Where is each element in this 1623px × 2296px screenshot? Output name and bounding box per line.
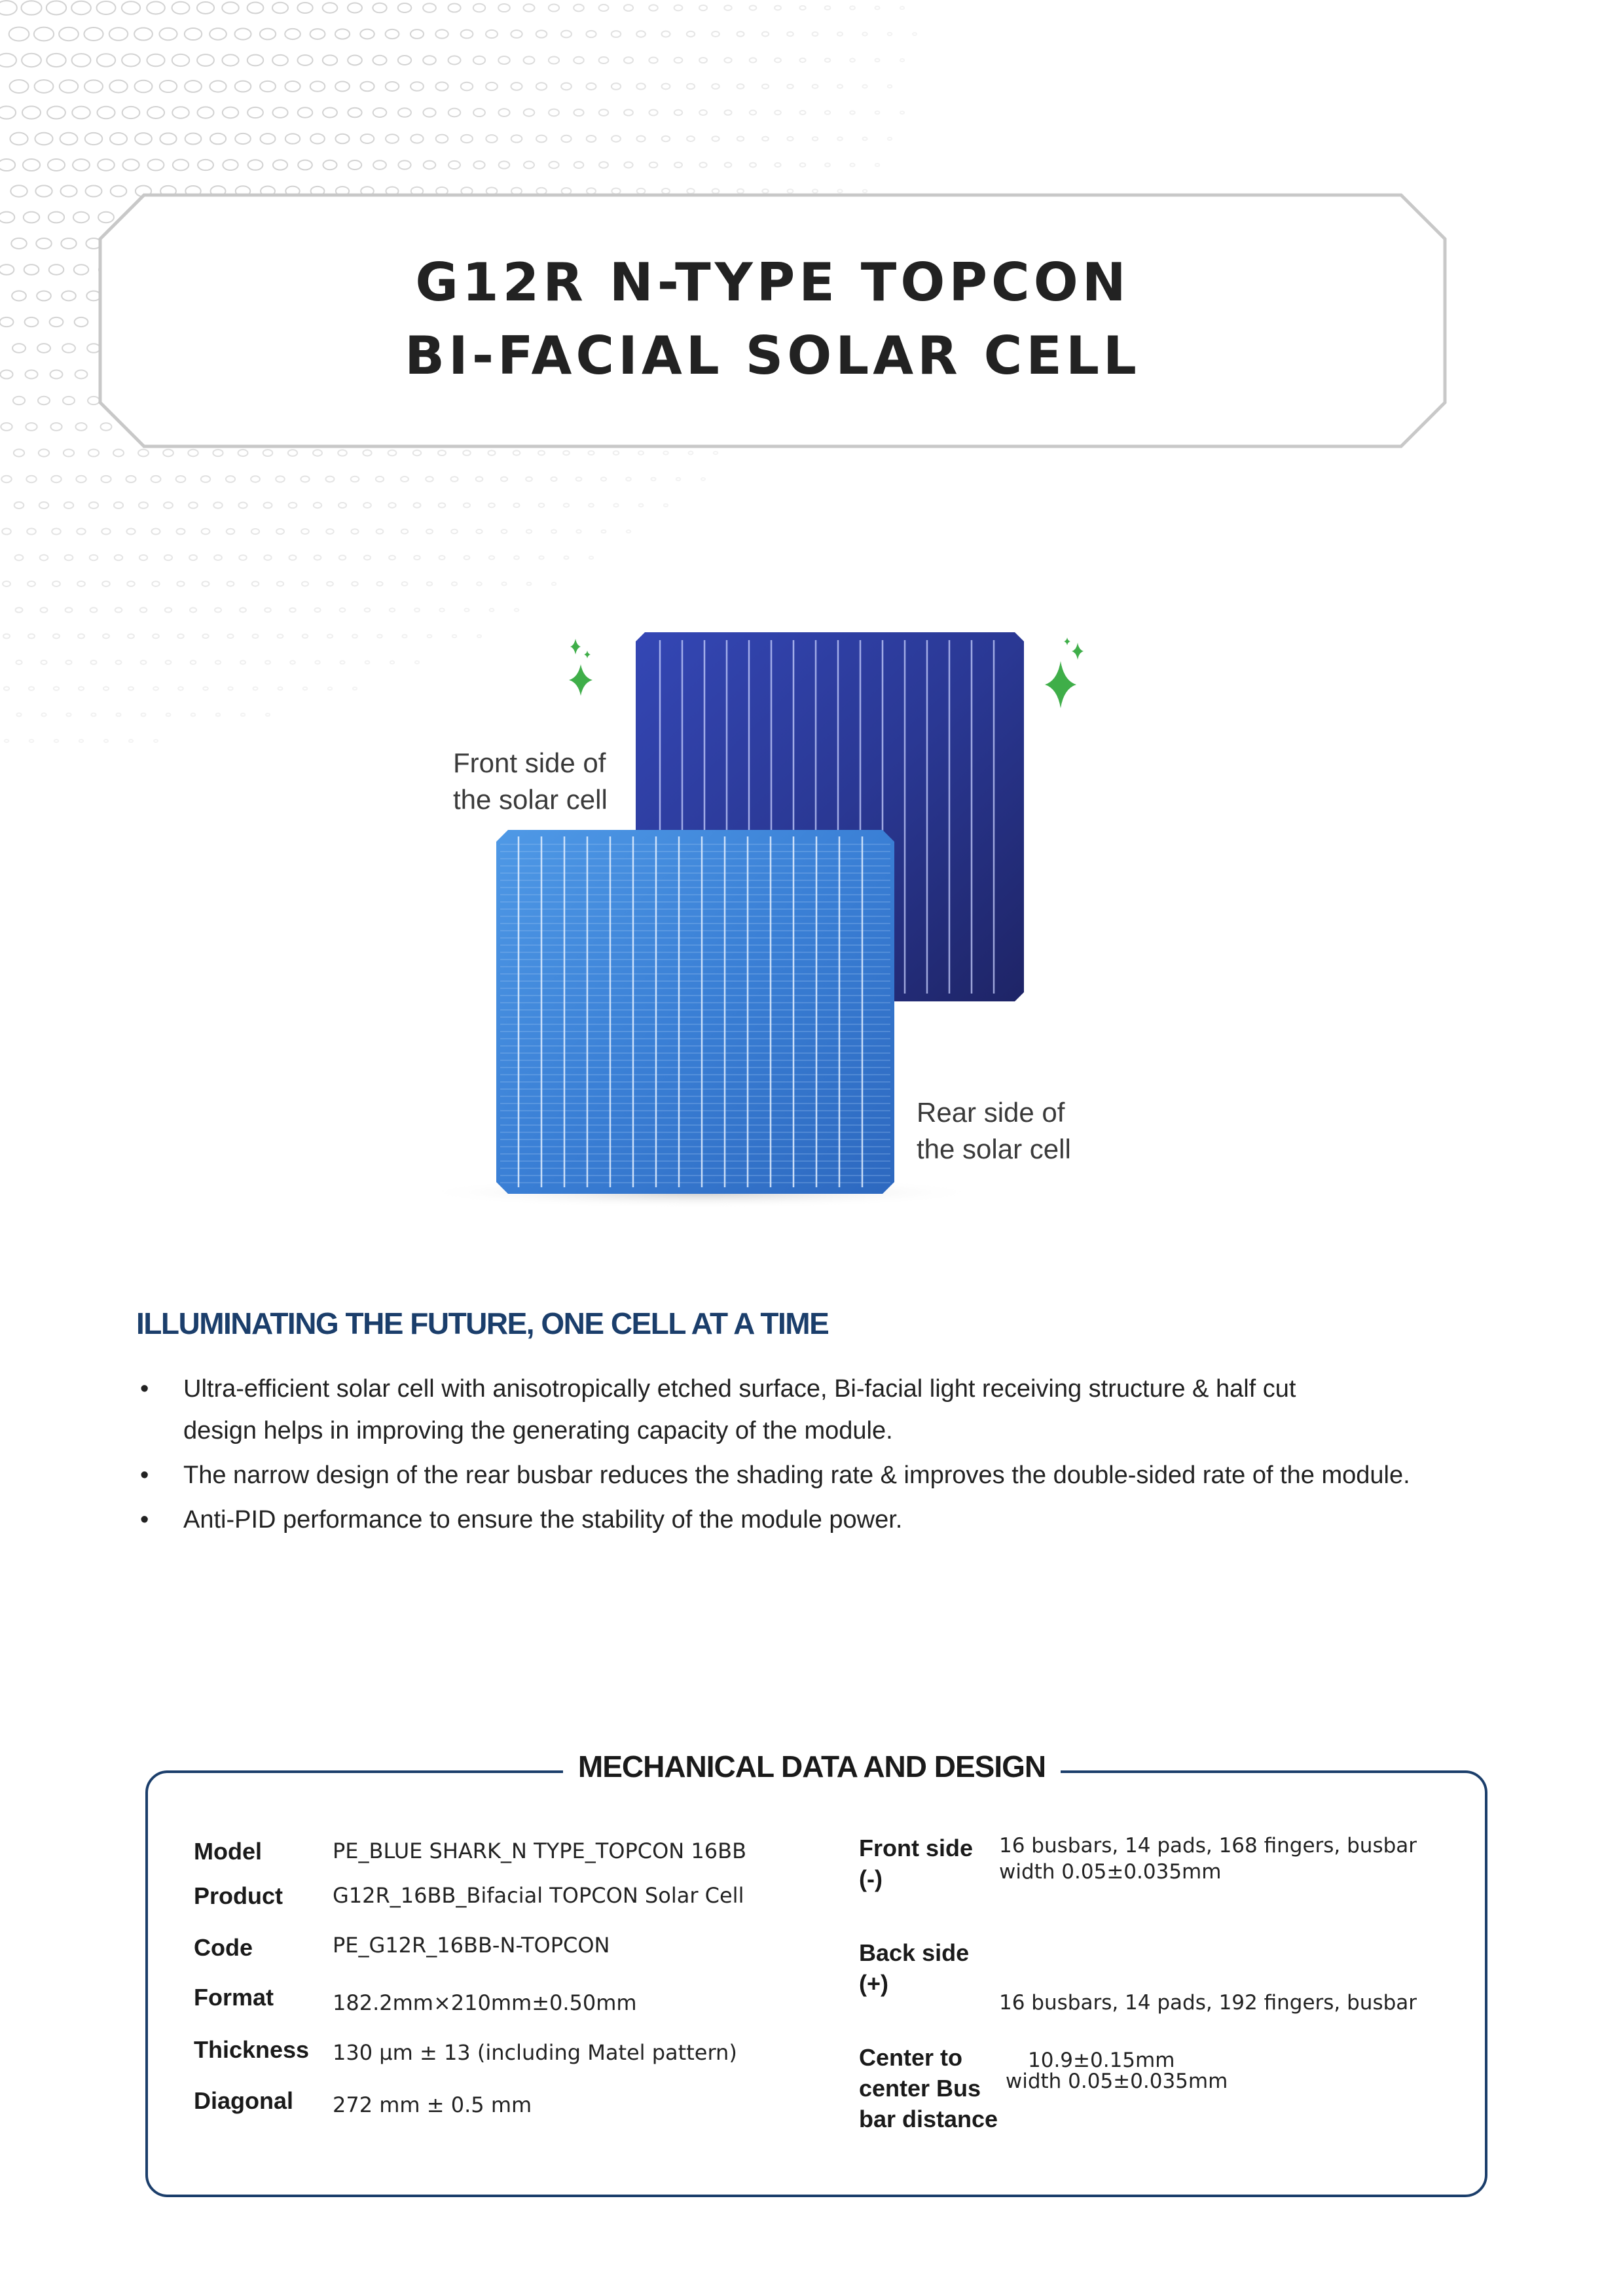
bullet-point: •	[140, 1462, 149, 1489]
spec-label-bus-bar-distance	[859, 2042, 998, 2134]
rear-side-label	[917, 1094, 1126, 1168]
spec-label-line: center Bus	[859, 2075, 981, 2102]
title-frame	[98, 193, 1447, 448]
spec-label-back-side	[859, 1937, 969, 1999]
spec-label-format: Format	[194, 1984, 274, 2011]
spec-value-line: width 0.05±0.035mm	[999, 2070, 1228, 2093]
rear-side-label-line-2: the solar cell	[917, 1134, 1071, 1164]
sparkle-left	[569, 639, 593, 696]
spec-label-thickness: Thickness	[194, 2036, 310, 2063]
rear-side-label-line-1: Rear side of	[917, 1097, 1065, 1128]
page-title-line-1: G12R N-TYPE TOPCON	[415, 252, 1130, 313]
spec-value-line: 16 busbars, 14 pads, 168 fingers, busbar	[999, 1834, 1417, 1857]
front-side-label-line-1: Front side of	[453, 747, 606, 778]
spec-label-line: bar distance	[859, 2106, 998, 2132]
features-heading: ILLUMINATING THE FUTURE, ONE CELL AT A TIME	[136, 1306, 829, 1340]
spec-label-line: (+)	[859, 1970, 888, 1997]
spec-label-diagonal: Diagonal	[194, 2087, 294, 2114]
spec-label-line: Back side	[859, 1939, 970, 1966]
feature-text-line: Ultra-efficient solar cell with anisotropically etched surface, Bi-facial light receiving structure & half cut	[183, 1375, 1296, 1403]
mechanical-data-heading: MECHANICAL DATA AND DESIGN	[563, 1749, 1061, 1784]
feature-text-line: Anti-PID performance to ensure the stability of the module power.	[183, 1506, 903, 1534]
spec-label-product: Product	[194, 1882, 283, 1909]
rear-cell	[496, 830, 894, 1194]
feature-item	[137, 1499, 1525, 1541]
sparkle-right	[1045, 637, 1084, 708]
spec-value-line: width 0.05±0.035mm	[999, 1860, 1222, 1884]
bullet-point: •	[140, 1375, 149, 1403]
spec-value-diagonal: 272 mm ± 0.5 mm	[333, 2092, 532, 2117]
bullet-point: •	[140, 1506, 149, 1534]
spec-label-line: (-)	[859, 1865, 883, 1892]
spec-value-front-side	[999, 1833, 1417, 1885]
spec-label-model: Model	[194, 1838, 262, 1865]
spec-label-line: Center to	[859, 2044, 963, 2071]
spec-value-product: G12R_16BB_Bifacial TOPCON Solar Cell	[333, 1883, 744, 1908]
feature-list	[137, 1368, 1525, 1543]
spec-value-bus-bar-distance: 10.9±0.15mm	[1028, 2049, 1175, 2072]
spec-value-back-side	[999, 1937, 1417, 2121]
spec-value-model: PE_BLUE SHARK_N TYPE_TOPCON 16BB	[333, 1839, 747, 1863]
spec-value-code: PE_G12R_16BB-N-TOPCON	[333, 1933, 610, 1958]
front-side-label	[453, 745, 649, 818]
spec-label-front-side	[859, 1833, 973, 1894]
front-side-label-line-2: the solar cell	[453, 784, 608, 815]
spec-value-line: 16 busbars, 14 pads, 192 fingers, busbar	[999, 1991, 1417, 2015]
page-title-line-2: BI-FACIAL SOLAR CELL	[405, 325, 1140, 386]
feature-item	[137, 1454, 1525, 1496]
spec-label-line: Front side	[859, 1835, 974, 1861]
spec-value-thickness: 130 μm ± 13 (including Matel pattern)	[333, 2040, 737, 2065]
feature-item	[137, 1368, 1525, 1452]
feature-text-line: The narrow design of the rear busbar reduces the shading rate & improves the double-sided rate of the module.	[183, 1462, 1410, 1489]
feature-text-line: design helps in improving the generating capacity of the module.	[183, 1417, 893, 1444]
spec-label-code: Code	[194, 1934, 253, 1961]
spec-value-format: 182.2mm×210mm±0.50mm	[333, 1990, 637, 2015]
